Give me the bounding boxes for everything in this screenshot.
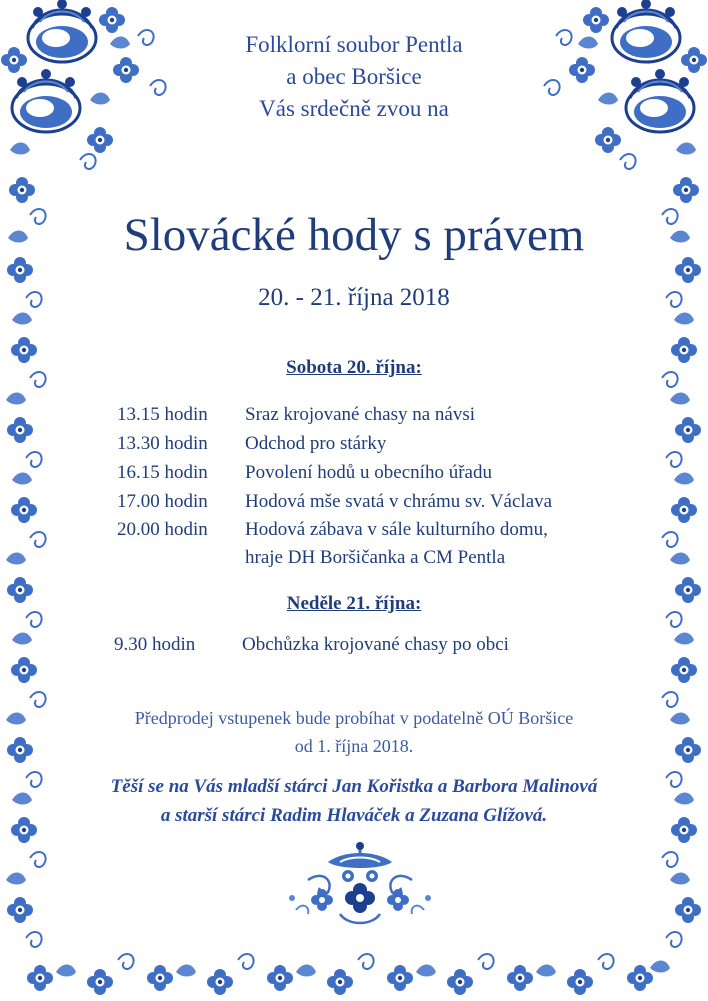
intro-line-2: a obec Boršice [286,64,422,89]
schedule-time: 16.15 hodin [117,462,208,483]
intro-line-1: Folklorní soubor Pentla [245,32,463,57]
schedule-text: Odchod pro stárky [245,433,387,454]
schedule-text: Hodová mše svatá v chrámu sv. Václava [245,491,553,512]
schedule-time: 13.15 hodin [117,404,208,425]
closing-line-2: a starší stárci Radim Hlaváček a Zuzana Glížová. [160,805,548,826]
floral-ornament-icon [288,840,432,932]
schedule-text: Hodová zábava v sále kulturního domu, [245,519,548,540]
schedule-time: 13.30 hodin [117,433,208,454]
schedule-time: 17.00 hodin [117,491,208,512]
saturday-heading: Sobota 20. října: [286,357,422,378]
schedule-time: 9.30 hodin [114,634,196,655]
intro-line-3: Vás srdečně zvou na [259,96,449,121]
event-title: Slovácké hody s právem [123,209,585,261]
schedule-text: Obchůzka krojované chasy po obci [242,634,509,655]
presale-line-2: od 1. října 2018. [294,736,414,756]
presale-line-1: Předprodej vstupenek bude probíhat v podatelně OÚ Boršice [134,708,574,728]
schedule-text: Povolení hodů u obecního úřadu [245,462,492,483]
sunday-heading: Neděle 21. října: [286,593,422,614]
event-dates: 20. - 21. října 2018 [258,284,450,311]
schedule-text-continued: hraje DH Boršičanka a CM Pentla [245,547,506,568]
schedule-text: Sraz krojované chasy na návsi [245,404,476,425]
closing-line-1: Těší se na Vás mladší stárci Jan Kořistka a Barbora Malinová [110,776,598,797]
schedule-time: 20.00 hodin [117,519,208,540]
